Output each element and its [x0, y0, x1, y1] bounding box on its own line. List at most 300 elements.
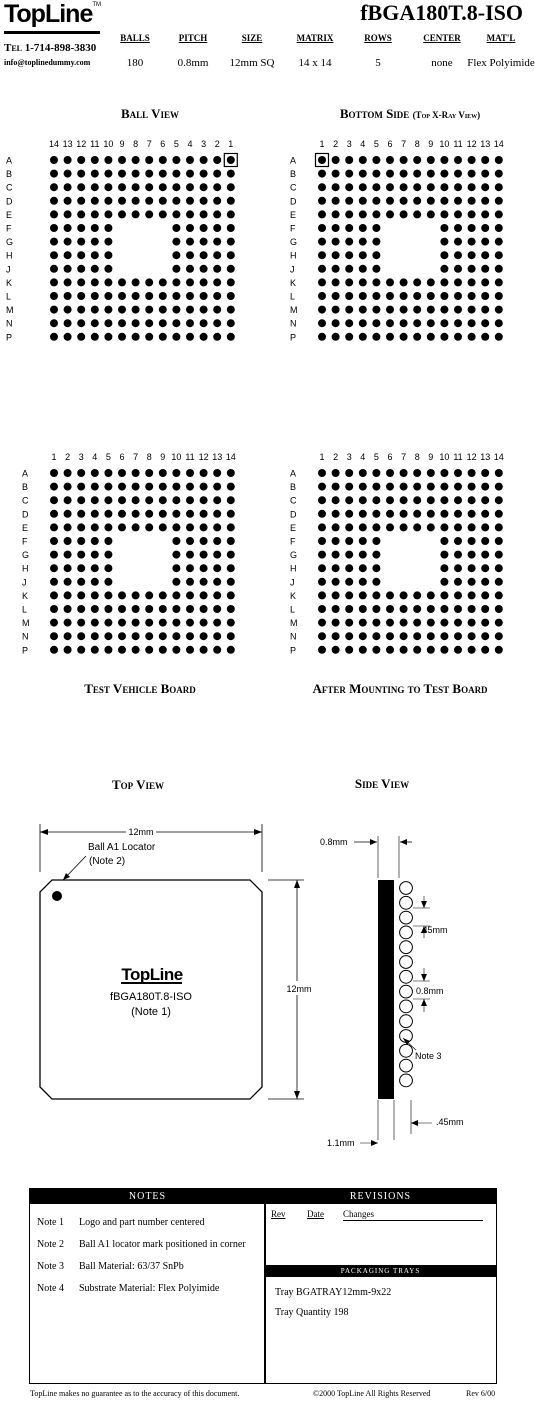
ball-G1 [50, 551, 58, 559]
ball-D3 [77, 510, 85, 518]
ball-L2 [64, 605, 72, 613]
ball-J5 [104, 578, 112, 586]
ball-P3 [345, 646, 353, 654]
ball-L13 [481, 292, 489, 300]
ball-J10 [104, 265, 112, 273]
ball-F10 [104, 224, 112, 232]
ball-H13 [213, 564, 221, 572]
ball-H11 [454, 251, 462, 259]
column-label: 13 [212, 452, 223, 462]
ball-F1 [50, 537, 58, 545]
ball-K11 [91, 278, 99, 286]
side-view-title: Side View [354, 776, 410, 791]
ball-H10 [440, 564, 448, 572]
ball-F11 [91, 224, 99, 232]
ball-M11 [454, 306, 462, 314]
row-label: J [290, 577, 295, 588]
ball-P7 [132, 646, 140, 654]
ball-G10 [440, 238, 448, 246]
ball-A13 [481, 469, 489, 477]
ball-N2 [332, 319, 340, 327]
column-label: 5 [373, 139, 379, 149]
ball-A5 [172, 156, 180, 164]
ball-D2 [64, 510, 72, 518]
ball-B12 [77, 170, 85, 178]
spec-label: PITCH [178, 33, 208, 43]
ball-A5 [372, 156, 380, 164]
package-part-number: fBGA180T.8-ISO [110, 991, 192, 1003]
ball-J5 [372, 578, 380, 586]
ball-G3 [345, 551, 353, 559]
ball-N8 [132, 319, 140, 327]
ball-F3 [345, 224, 353, 232]
ball-K12 [200, 591, 208, 599]
column-label: 4 [187, 139, 193, 149]
ball-E7 [400, 210, 408, 218]
ball-H13 [481, 564, 489, 572]
ball-A10 [440, 156, 448, 164]
ball-N11 [91, 319, 99, 327]
ball-J13 [64, 265, 72, 273]
row-label: C [290, 495, 297, 506]
row-label: B [6, 169, 13, 180]
ball-C9 [118, 183, 126, 191]
top-view-width-dim: 12mm [128, 827, 154, 837]
ball-D13 [213, 510, 221, 518]
ball-E13 [213, 523, 221, 531]
ball-P6 [386, 333, 394, 341]
ball-N12 [77, 319, 85, 327]
ball-C12 [468, 183, 476, 191]
ball-K7 [400, 591, 408, 599]
ball-M10 [440, 619, 448, 627]
ball-F3 [77, 537, 85, 545]
ball-E6 [386, 523, 394, 531]
column-label: 11 [453, 139, 463, 149]
ball-A14 [495, 156, 503, 164]
ball-F12 [200, 537, 208, 545]
ball-K10 [172, 591, 180, 599]
ball-C1 [318, 183, 326, 191]
ball-B10 [172, 483, 180, 491]
packaging-title: PACKAGING TRAYS [265, 1265, 496, 1277]
ball-D10 [172, 510, 180, 518]
ball-H3 [345, 564, 353, 572]
ball-J12 [77, 265, 85, 273]
ball-K12 [468, 591, 476, 599]
ball-F4 [91, 537, 99, 545]
ball-N9 [427, 632, 435, 640]
ball-M3 [200, 306, 208, 314]
ball-P7 [400, 646, 408, 654]
ball-F2 [332, 224, 340, 232]
ball-M2 [332, 306, 340, 314]
column-label: 1 [51, 452, 57, 462]
ball-G3 [77, 551, 85, 559]
ball-D9 [427, 510, 435, 518]
column-label: 12 [466, 139, 477, 149]
ball-H12 [468, 251, 476, 259]
row-label: F [290, 223, 296, 234]
ball-N10 [172, 632, 180, 640]
ball-J13 [481, 578, 489, 586]
ball-K9 [427, 278, 435, 286]
ball-A7 [400, 156, 408, 164]
row-label: D [22, 509, 29, 520]
ball-N3 [77, 632, 85, 640]
side-bottom-dim-left: 1.1mm [327, 1138, 355, 1148]
ball-K3 [77, 591, 85, 599]
ball-A6 [386, 469, 394, 477]
ball-N6 [159, 319, 167, 327]
ball-D4 [359, 197, 367, 205]
ball-D8 [413, 510, 421, 518]
ball-D14 [495, 510, 503, 518]
ball-C8 [413, 183, 421, 191]
ball-A2 [64, 469, 72, 477]
ball-D4 [91, 510, 99, 518]
ball-A8 [413, 156, 421, 164]
ball-H5 [372, 251, 380, 259]
ball-K4 [359, 591, 367, 599]
ball-L6 [386, 605, 394, 613]
ball-A4 [359, 469, 367, 477]
ball-G2 [332, 238, 340, 246]
column-label: 4 [92, 452, 98, 462]
ball-G10 [440, 551, 448, 559]
ball-B4 [91, 483, 99, 491]
ball-N2 [64, 632, 72, 640]
ball-N3 [200, 319, 208, 327]
ball-C7 [145, 183, 153, 191]
ball-P12 [200, 646, 208, 654]
ball-J14 [50, 265, 58, 273]
after-mounting-grid [268, 443, 535, 663]
row-label: E [22, 522, 29, 533]
ball-N13 [213, 632, 221, 640]
ball-M4 [91, 619, 99, 627]
ball-C14 [495, 183, 503, 191]
ball-L5 [372, 605, 380, 613]
ball-M7 [145, 306, 153, 314]
ball-G10 [104, 238, 112, 246]
ball-G11 [91, 238, 99, 246]
ball-P5 [372, 646, 380, 654]
ball-L6 [118, 605, 126, 613]
ball-K13 [64, 278, 72, 286]
ball-C14 [50, 183, 58, 191]
column-label: 9 [428, 452, 434, 462]
topline-logo [4, 2, 101, 27]
ball-E9 [427, 210, 435, 218]
ball-D6 [386, 510, 394, 518]
ball-P10 [172, 646, 180, 654]
ball-A4 [91, 469, 99, 477]
spec-label: MAT'L [486, 33, 516, 43]
ball-K7 [145, 278, 153, 286]
ball-A11 [454, 469, 462, 477]
ball-J11 [454, 265, 462, 273]
ball-M7 [400, 306, 408, 314]
ball-D9 [427, 197, 435, 205]
ball-G3 [345, 238, 353, 246]
row-label: K [22, 590, 29, 601]
ball-G10 [172, 551, 180, 559]
ball-M14 [227, 619, 235, 627]
ball-L12 [468, 605, 476, 613]
ball-A3 [345, 469, 353, 477]
ball-D2 [213, 197, 221, 205]
ball-K6 [118, 591, 126, 599]
ball-M5 [372, 619, 380, 627]
ball-K8 [145, 591, 153, 599]
column-label: 10 [439, 452, 450, 462]
ball-D13 [481, 510, 489, 518]
side-ball [400, 956, 413, 969]
ball-L13 [213, 605, 221, 613]
row-label: L [290, 604, 296, 615]
ball-G5 [104, 551, 112, 559]
ball-G2 [64, 551, 72, 559]
ball-G4 [359, 551, 367, 559]
ball-P6 [159, 333, 167, 341]
ball-C2 [64, 496, 72, 504]
column-label: 1 [319, 139, 325, 149]
ball-N10 [104, 319, 112, 327]
ball-J2 [64, 578, 72, 586]
row-label: N [22, 631, 29, 642]
row-label: L [290, 291, 296, 302]
ball-P11 [91, 333, 99, 341]
ball-N4 [186, 319, 194, 327]
ball-E9 [118, 210, 126, 218]
ball-G2 [332, 551, 340, 559]
ball-H1 [318, 251, 326, 259]
note-number: Note 4 [37, 1283, 64, 1294]
ball-E6 [386, 210, 394, 218]
ball-F14 [495, 224, 503, 232]
ball-K6 [386, 278, 394, 286]
spec-label: BALLS [120, 33, 150, 43]
ball-K5 [172, 278, 180, 286]
notes-panel [29, 1188, 266, 1384]
ball-D8 [145, 510, 153, 518]
ball-C7 [400, 183, 408, 191]
ball-E1 [227, 210, 235, 218]
ball-F11 [454, 224, 462, 232]
ball-G14 [495, 238, 503, 246]
ball-P14 [495, 333, 503, 341]
ball-N1 [318, 319, 326, 327]
ball-B4 [359, 483, 367, 491]
side-ball [400, 896, 413, 909]
ball-J4 [91, 578, 99, 586]
ball-G13 [481, 551, 489, 559]
ball-G12 [200, 551, 208, 559]
row-label: H [290, 250, 297, 261]
ball-C9 [427, 183, 435, 191]
ball-B1 [227, 170, 235, 178]
ball-N13 [481, 632, 489, 640]
ball-H14 [495, 564, 503, 572]
ball-C13 [64, 183, 72, 191]
ball-E3 [200, 210, 208, 218]
ball-L1 [318, 605, 326, 613]
spec-label: SIZE [241, 33, 263, 43]
ball-D5 [372, 197, 380, 205]
ball-K5 [372, 591, 380, 599]
ball-H2 [213, 251, 221, 259]
ball-M1 [318, 619, 326, 627]
ball-F5 [372, 224, 380, 232]
ball-A11 [186, 469, 194, 477]
ball-L11 [186, 605, 194, 613]
note-text: Substrate Material: Flex Polyimide [79, 1283, 220, 1294]
note-row [37, 1239, 246, 1250]
ball-P6 [118, 646, 126, 654]
side-substrate [378, 880, 394, 1099]
ball-A2 [213, 156, 221, 164]
ball-E11 [91, 210, 99, 218]
ball-E12 [200, 523, 208, 531]
ball-C12 [77, 183, 85, 191]
ball-K10 [440, 591, 448, 599]
ball-E12 [77, 210, 85, 218]
ball-G4 [359, 238, 367, 246]
ball-N10 [440, 319, 448, 327]
ball-G1 [318, 238, 326, 246]
ball-M8 [413, 619, 421, 627]
ball-F2 [332, 537, 340, 545]
spec-label: ROWS [364, 33, 392, 43]
row-label: M [290, 618, 298, 629]
ball-P11 [454, 333, 462, 341]
ball-E7 [132, 523, 140, 531]
ball-B5 [104, 483, 112, 491]
row-label: K [290, 590, 297, 601]
ball-H13 [481, 251, 489, 259]
ball-B9 [427, 170, 435, 178]
ball-N9 [427, 319, 435, 327]
ball-D9 [159, 510, 167, 518]
rev-col-date: Date [307, 1209, 324, 1219]
ball-L14 [227, 605, 235, 613]
ball-E10 [440, 523, 448, 531]
ball-N5 [172, 319, 180, 327]
ball-F11 [186, 537, 194, 545]
ball-H12 [77, 251, 85, 259]
ball-M1 [318, 306, 326, 314]
ball-J5 [172, 265, 180, 273]
ball-K1 [318, 591, 326, 599]
ball-L6 [386, 292, 394, 300]
ball-A13 [481, 156, 489, 164]
ball-M14 [495, 306, 503, 314]
side-ball [400, 926, 413, 939]
ball-B5 [172, 170, 180, 178]
ball-L9 [427, 605, 435, 613]
package-outline [40, 880, 262, 1099]
ball-M8 [413, 306, 421, 314]
ball-N4 [359, 319, 367, 327]
ball-K3 [345, 591, 353, 599]
ball-L8 [132, 292, 140, 300]
ball-J13 [481, 265, 489, 273]
column-label: 8 [414, 139, 420, 149]
ball-D6 [159, 197, 167, 205]
ball-P10 [440, 646, 448, 654]
ball-L4 [186, 292, 194, 300]
ball-B2 [332, 170, 340, 178]
ball-L7 [400, 605, 408, 613]
ball-K1 [50, 591, 58, 599]
ball-N9 [118, 319, 126, 327]
ball-D1 [227, 197, 235, 205]
ball-C10 [440, 496, 448, 504]
ball-D13 [64, 197, 72, 205]
ball-K8 [413, 278, 421, 286]
ball-D5 [104, 510, 112, 518]
ball-F13 [481, 224, 489, 232]
doc-revision: Rev 6/00 [466, 1389, 496, 1398]
ball-G5 [372, 238, 380, 246]
ball-P2 [64, 646, 72, 654]
column-label: 10 [103, 139, 114, 149]
packaging-quantity: Tray Quantity 198 [275, 1307, 349, 1318]
ball-D4 [359, 510, 367, 518]
ball-N1 [50, 632, 58, 640]
ball-E7 [145, 210, 153, 218]
row-label: B [22, 482, 29, 493]
ball-L7 [400, 292, 408, 300]
ball-E10 [104, 210, 112, 218]
column-label: 14 [48, 139, 60, 149]
ball-L1 [50, 605, 58, 613]
ball-L11 [91, 292, 99, 300]
ball-J12 [200, 578, 208, 586]
ball-A12 [468, 156, 476, 164]
ball-K7 [400, 278, 408, 286]
ball-F14 [227, 537, 235, 545]
note-row [37, 1217, 205, 1228]
ball-A2 [332, 156, 340, 164]
ball-H12 [200, 564, 208, 572]
notes-title: NOTES [30, 1189, 265, 1204]
ball-A4 [359, 156, 367, 164]
ball-D12 [468, 197, 476, 205]
spec-label: CENTER [423, 33, 461, 43]
ball-K10 [440, 278, 448, 286]
row-label: C [290, 182, 297, 193]
ball-P13 [481, 646, 489, 654]
side-balls [400, 882, 413, 1087]
ball-K8 [132, 278, 140, 286]
ball-A4 [186, 156, 194, 164]
ball-P11 [186, 646, 194, 654]
ball-D2 [332, 197, 340, 205]
ball-A7 [145, 156, 153, 164]
ball-K13 [481, 591, 489, 599]
ball-C13 [481, 183, 489, 191]
ball-E4 [186, 210, 194, 218]
ball-P14 [495, 646, 503, 654]
ball-N10 [440, 632, 448, 640]
ball-H1 [318, 564, 326, 572]
column-label: 5 [105, 452, 111, 462]
spec-value: 14 x 14 [298, 57, 332, 69]
ball-L11 [454, 292, 462, 300]
side-ball [400, 1000, 413, 1013]
